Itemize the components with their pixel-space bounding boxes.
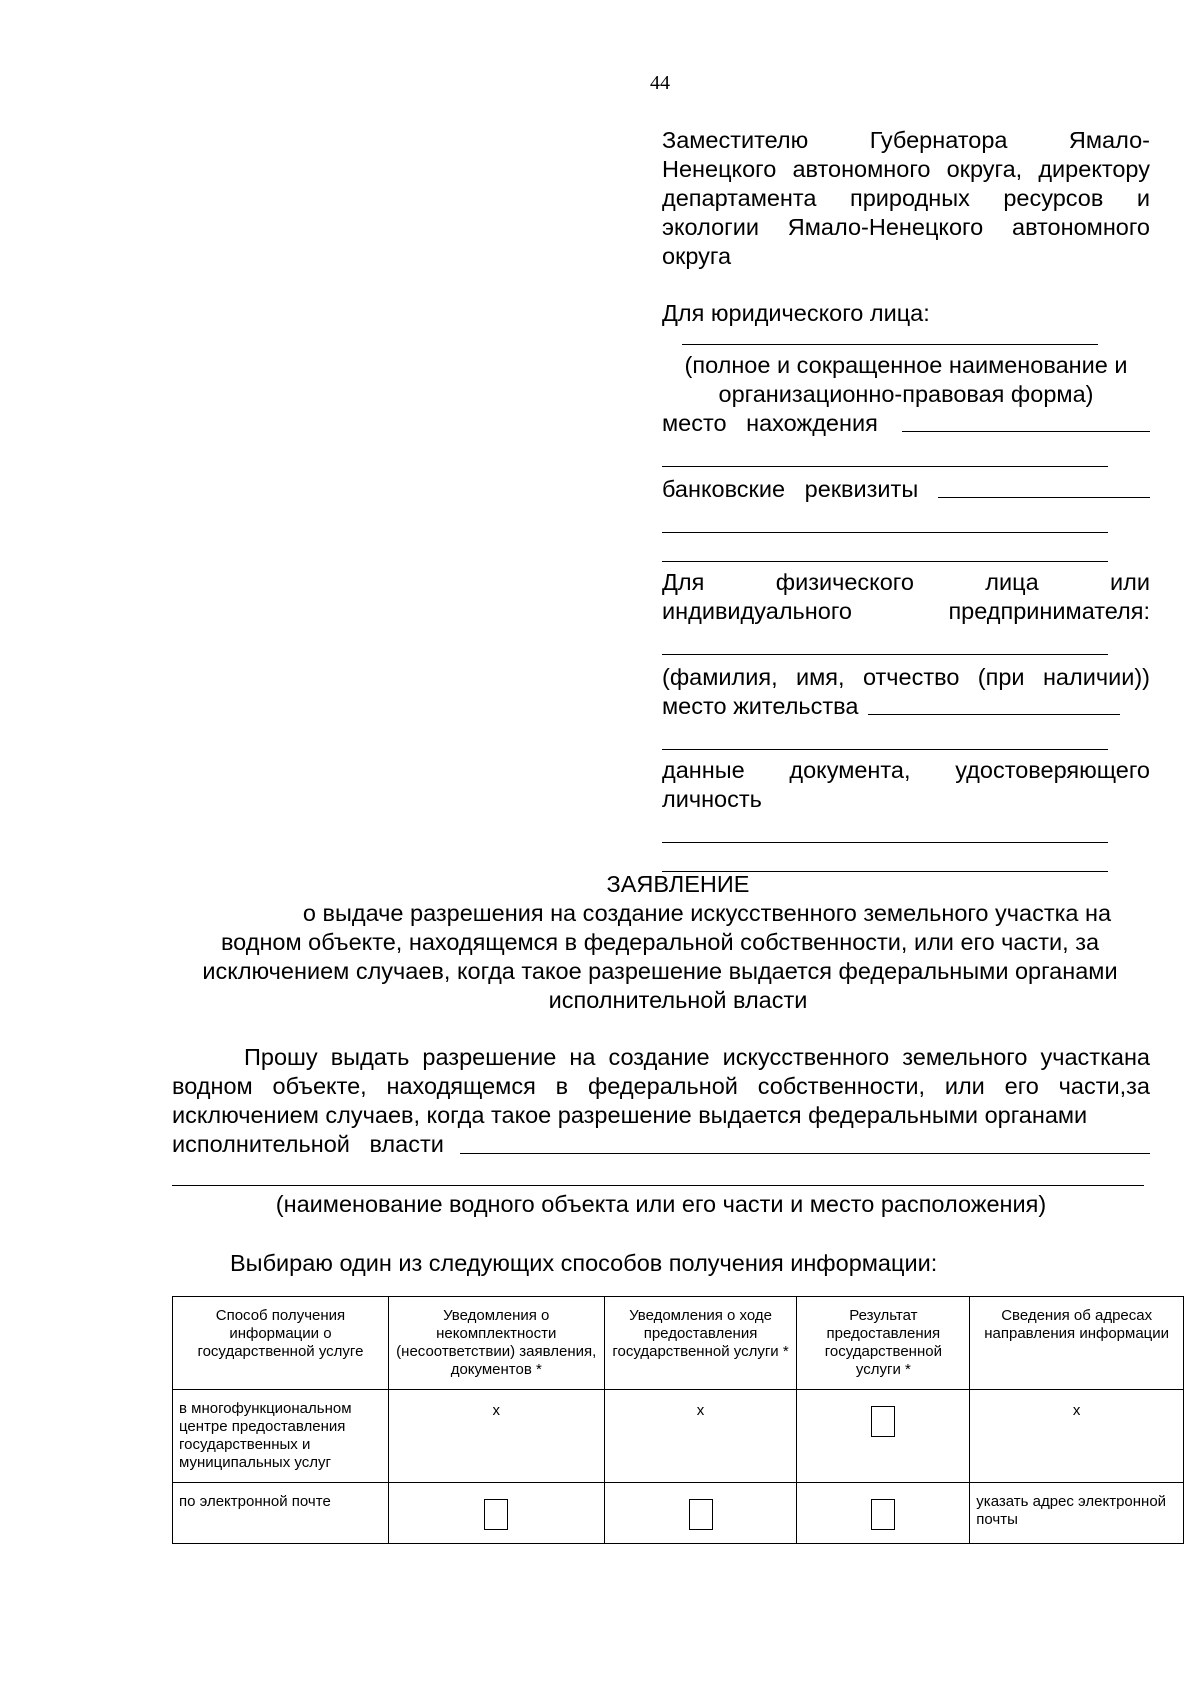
legal-entity-label: Для юридического лица: <box>662 300 930 326</box>
info-method-table <box>172 1296 1184 1544</box>
bank-row <box>662 475 1150 504</box>
request-block <box>172 1043 1150 1278</box>
bank-field-3[interactable] <box>662 561 1108 562</box>
table-header-row <box>173 1297 1184 1390</box>
title-line-3: исключением случаев, когда такое разрешение выдается федеральными органами <box>202 958 1118 984</box>
not-applicable-mark: х <box>1072 1402 1081 1419</box>
choose-method-text: Выбираю один из следующих способов получения информации: <box>230 1250 938 1276</box>
header-method: Способ получения информации о государственной услуге <box>173 1297 389 1390</box>
not-applicable-mark: х <box>696 1402 705 1419</box>
bank-label: банковские реквизиты <box>662 476 919 502</box>
location-label: место нахождения <box>662 410 878 436</box>
incompleteness-email-checkbox[interactable] <box>484 1499 508 1530</box>
water-object-field[interactable] <box>460 1153 1150 1154</box>
residence-row <box>662 692 1150 721</box>
header-incompleteness: Уведомления о некомплектности (несоответствии) заявления, документов * <box>388 1297 604 1390</box>
table-row <box>173 1390 1184 1483</box>
not-applicable-mark: х <box>492 1402 500 1419</box>
individual-label-2: индивидуального предпринимателя: <box>662 598 1150 624</box>
application-heading: ЗАЯВЛЕНИЕ <box>606 871 750 897</box>
bank-field-2[interactable] <box>662 532 1108 533</box>
page-number: 44 <box>650 72 670 94</box>
addressee-line-2: Ненецкого автономного округа, директору <box>662 156 1150 182</box>
fio-field[interactable] <box>662 654 1108 655</box>
header-progress: Уведомления о ходе предоставления государственной услуги * <box>604 1297 797 1390</box>
request-tail: исполнительной власти <box>172 1131 444 1157</box>
individual-label-1: Для физического лица или <box>662 569 1150 595</box>
title-line-1: о выдаче разрешения на создание искусственного земельного участка на <box>302 900 1112 926</box>
table-row <box>173 1483 1184 1544</box>
location-row <box>662 409 1150 438</box>
request-text: Прошу выдать разрешение на создание искусственного земельного участкана водном объекте, находящемся в федеральной собственности, или его части,за исключением случаев, когда такое разрешение выдается федеральными органами <box>172 1044 1150 1128</box>
water-object-caption: (наименование водного объекта или его части и место расположения) <box>275 1191 1047 1217</box>
addressee-line-4: экологии Ямало-Ненецкого автономного <box>662 214 1150 240</box>
id-doc-field-1[interactable] <box>662 842 1108 843</box>
location-field[interactable] <box>902 431 1150 432</box>
application-title-block <box>140 870 1180 1015</box>
addressee-line-1: Заместителю Губернатора Ямало- <box>662 127 1150 153</box>
residence-field[interactable] <box>868 714 1120 715</box>
progress-email-checkbox[interactable] <box>689 1499 713 1530</box>
method-email: по электронной почте <box>173 1483 389 1544</box>
residence-label: место жительства <box>662 693 859 719</box>
legal-name-caption-2: организационно-правовая форма) <box>718 381 1094 407</box>
id-doc-label-2: личность <box>662 786 762 812</box>
addressee-line-3: департамента природных ресурсов и <box>662 185 1150 211</box>
title-line-2: водном объекте, находящемся в федеральной собственности, или его части, за <box>220 929 1100 955</box>
location-field-2[interactable] <box>662 466 1108 467</box>
legal-name-field[interactable] <box>682 344 1098 345</box>
id-doc-label-1: данные документа, удостоверяющего <box>662 757 1150 783</box>
addressee-line-5: округа <box>662 243 732 269</box>
title-line-4: исполнительной власти <box>548 987 808 1013</box>
fio-caption: (фамилия, имя, отчество (при наличии)) <box>662 664 1150 690</box>
bank-field[interactable] <box>938 497 1150 498</box>
residence-field-2[interactable] <box>662 749 1108 750</box>
addressee-block <box>662 126 1150 872</box>
method-mfc: в многофункциональном центре предоставления государственных и муниципальных услуг <box>173 1390 389 1483</box>
legal-name-caption-1: (полное и сокращенное наименование и <box>684 352 1128 378</box>
result-email-checkbox[interactable] <box>871 1499 895 1530</box>
email-address-hint: указать адрес электронной почты <box>970 1483 1184 1544</box>
header-addresses: Сведения об адресах направления информации <box>970 1297 1184 1390</box>
result-mfc-checkbox[interactable] <box>871 1406 895 1437</box>
water-object-field-2[interactable] <box>172 1185 1144 1186</box>
request-tail-row <box>172 1130 1150 1159</box>
header-result: Результат предоставления государственной услуги * <box>797 1297 970 1390</box>
